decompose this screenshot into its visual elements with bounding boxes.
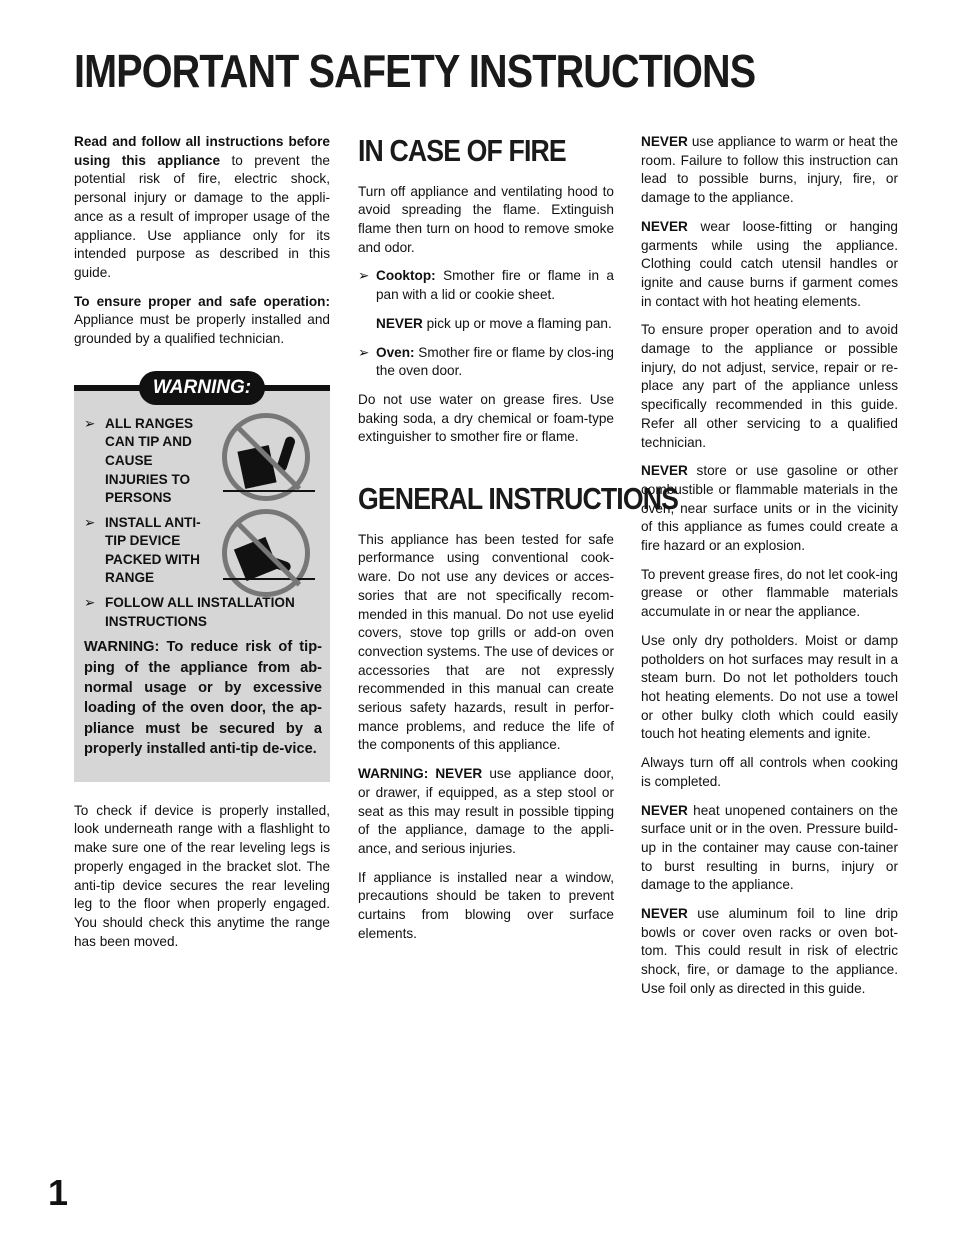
right-column [641, 133, 898, 1009]
intro-text: to prevent the potential risk of fire, electric shock, personal injury or damage to the appli-ance as a result of improper usage of the appliance. Use appliance only for its intended purpose as described in this guide. [74, 152, 330, 280]
middle-column [358, 133, 679, 953]
proper-operation-text: Appliance must be properly installed and grounded by a qualified technician. [74, 312, 330, 347]
right-paragraph: Always turn off all controls when cooking is completed. [641, 755, 898, 789]
right-paragraph: NEVER heat unopened containers on the surface unit or in the oven. Pressure build-up in the container may cause con-tainer to burst resulting in burns, injury or damage to the appliance. [641, 802, 898, 893]
warning-box [74, 376, 330, 782]
right-paragraph: Use only dry potholders. Moist or damp potholders on hot surfaces may result in a steam burn. Do not let potholders touch hot heating elements. Do not use a towel or other bulky cloth which could easily touch hot heating elements and ignite. [641, 632, 898, 742]
proper-operation-paragraph [74, 293, 330, 349]
grease-fire-paragraph: Do not use water on grease fires. Use baking soda, a dry chemical or foam-type extinguisher to smother fire or flame. [358, 391, 614, 445]
warning-item: ➢ INSTALL ANTI-TIP DEVICE PACKED WITH RANGE [84, 514, 201, 586]
oven-item: ➢ Oven: Smother fire or flame by clos-ing the oven door. [358, 344, 614, 379]
proper-operation-bold: To ensure proper and safe operation: [74, 293, 330, 309]
right-paragraph: To prevent grease fires, do not let cook-ing grease or other flammable materials accumulate in or near the appliance. [641, 566, 898, 620]
fire-intro: Turn off appliance and ventilating hood to avoid spreading the flame. Extinguish flame then turn on hood to remove smoke and odor. [358, 183, 614, 255]
warning-badge: WARNING: [139, 371, 265, 405]
warning-item: ➢ FOLLOW ALL INSTALLATION INSTRUCTIONS [84, 595, 295, 629]
check-device-paragraph: To check if device is properly installed, look underneath range with a flashlight to make sure one of the rear leveling legs is properly engaged in the bracket slot. The anti-tip device secures the rear leveling leg to the floor when properly engaged. You should check this anytime the range has been moved. [74, 802, 330, 949]
arrow-bullet-icon: ➢ [358, 268, 370, 284]
arrow-bullet-icon: ➢ [84, 415, 96, 431]
page-number: 1 [48, 1172, 69, 1213]
left-column [74, 133, 330, 961]
never-pan-item: NEVER pick up or move a flaming pan. [376, 315, 612, 331]
fire-heading: IN CASE OF FIRE [358, 133, 566, 168]
window-paragraph: If appliance is installed near a window, precautions should be taken to prevent curtains from blowing over surface elements. [358, 869, 614, 941]
anti-tip-warning: WARNING: To reduce risk of tip-ping of the appliance from ab-normal usage or by excessive loading of the oven door, the ap-pliance must be secured by a properly installed anti-tip de-vice. [84, 639, 322, 758]
warning-item: ➢ ALL RANGES CAN TIP AND CAUSE INJURIES TO PERSONS [84, 415, 194, 506]
arrow-bullet-icon: ➢ [84, 595, 96, 611]
cooktop-item: ➢ Cooktop: Smother fire or flame in a pan with a lid or cookie sheet. [358, 268, 614, 303]
right-paragraph: NEVER wear loose-fitting or hanging garments while using the appliance. Clothing could catch utensil handles or ignite and cause burns if garment comes in contact with hot heating elements. [641, 218, 898, 309]
general-heading: GENERAL INSTRUCTIONS [358, 481, 679, 517]
intro-bold: Read and follow all instructions before using this appliance [74, 134, 330, 168]
right-paragraph: NEVER use aluminum foil to line drip bowls or cover oven racks or oven bot-tom. This could result in risk of electric shock, fire, or damage to the appliance. Use foil only as directed in this guide. [641, 906, 898, 996]
warning-list [84, 415, 322, 632]
step-stool-warning: WARNING: NEVER use appliance door, or drawer, if equipped, as a step stool or seat as this may result in possible tipping of the appliance, damage to the appli-ance, and serious injuries. [358, 766, 614, 856]
right-paragraph: NEVER store or use gasoline or other combustible or flammable materials in the oven, near surface units or in the vicinity of this appliance as fumes could create a fire hazard or an explosion. [641, 463, 898, 554]
right-paragraph: To ensure proper operation and to avoid damage to the appliance or possible injury, do not adjust, service, repair or re-place any part of the appliance unless specifically recommended in this guide. Refer all other servicing to a qualified technician. [641, 322, 898, 450]
intro-paragraph [74, 133, 330, 283]
arrow-bullet-icon: ➢ [84, 514, 96, 530]
general-paragraph: This appliance has been tested for safe performance using conventional cook-ware. Do not use any devices or acces-sories that are not specifically recom-mended in this manual. Do not use eyelid covers, stove top grills or add-on oven convection systems. The use of devices or accessories that are not expressly recommended in this manual can create serious safety hazards, result in perfor-mance problems, and reduce the life of the components of this appliance. [358, 531, 614, 753]
page-title: IMPORTANT SAFETY INSTRUCTIONS [74, 45, 756, 97]
right-paragraph: NEVER use appliance to warm or heat the room. Failure to follow this instruction can lead to possible burns, injury, fire, or damage to the appliance. [641, 134, 898, 206]
arrow-bullet-icon: ➢ [358, 344, 370, 360]
